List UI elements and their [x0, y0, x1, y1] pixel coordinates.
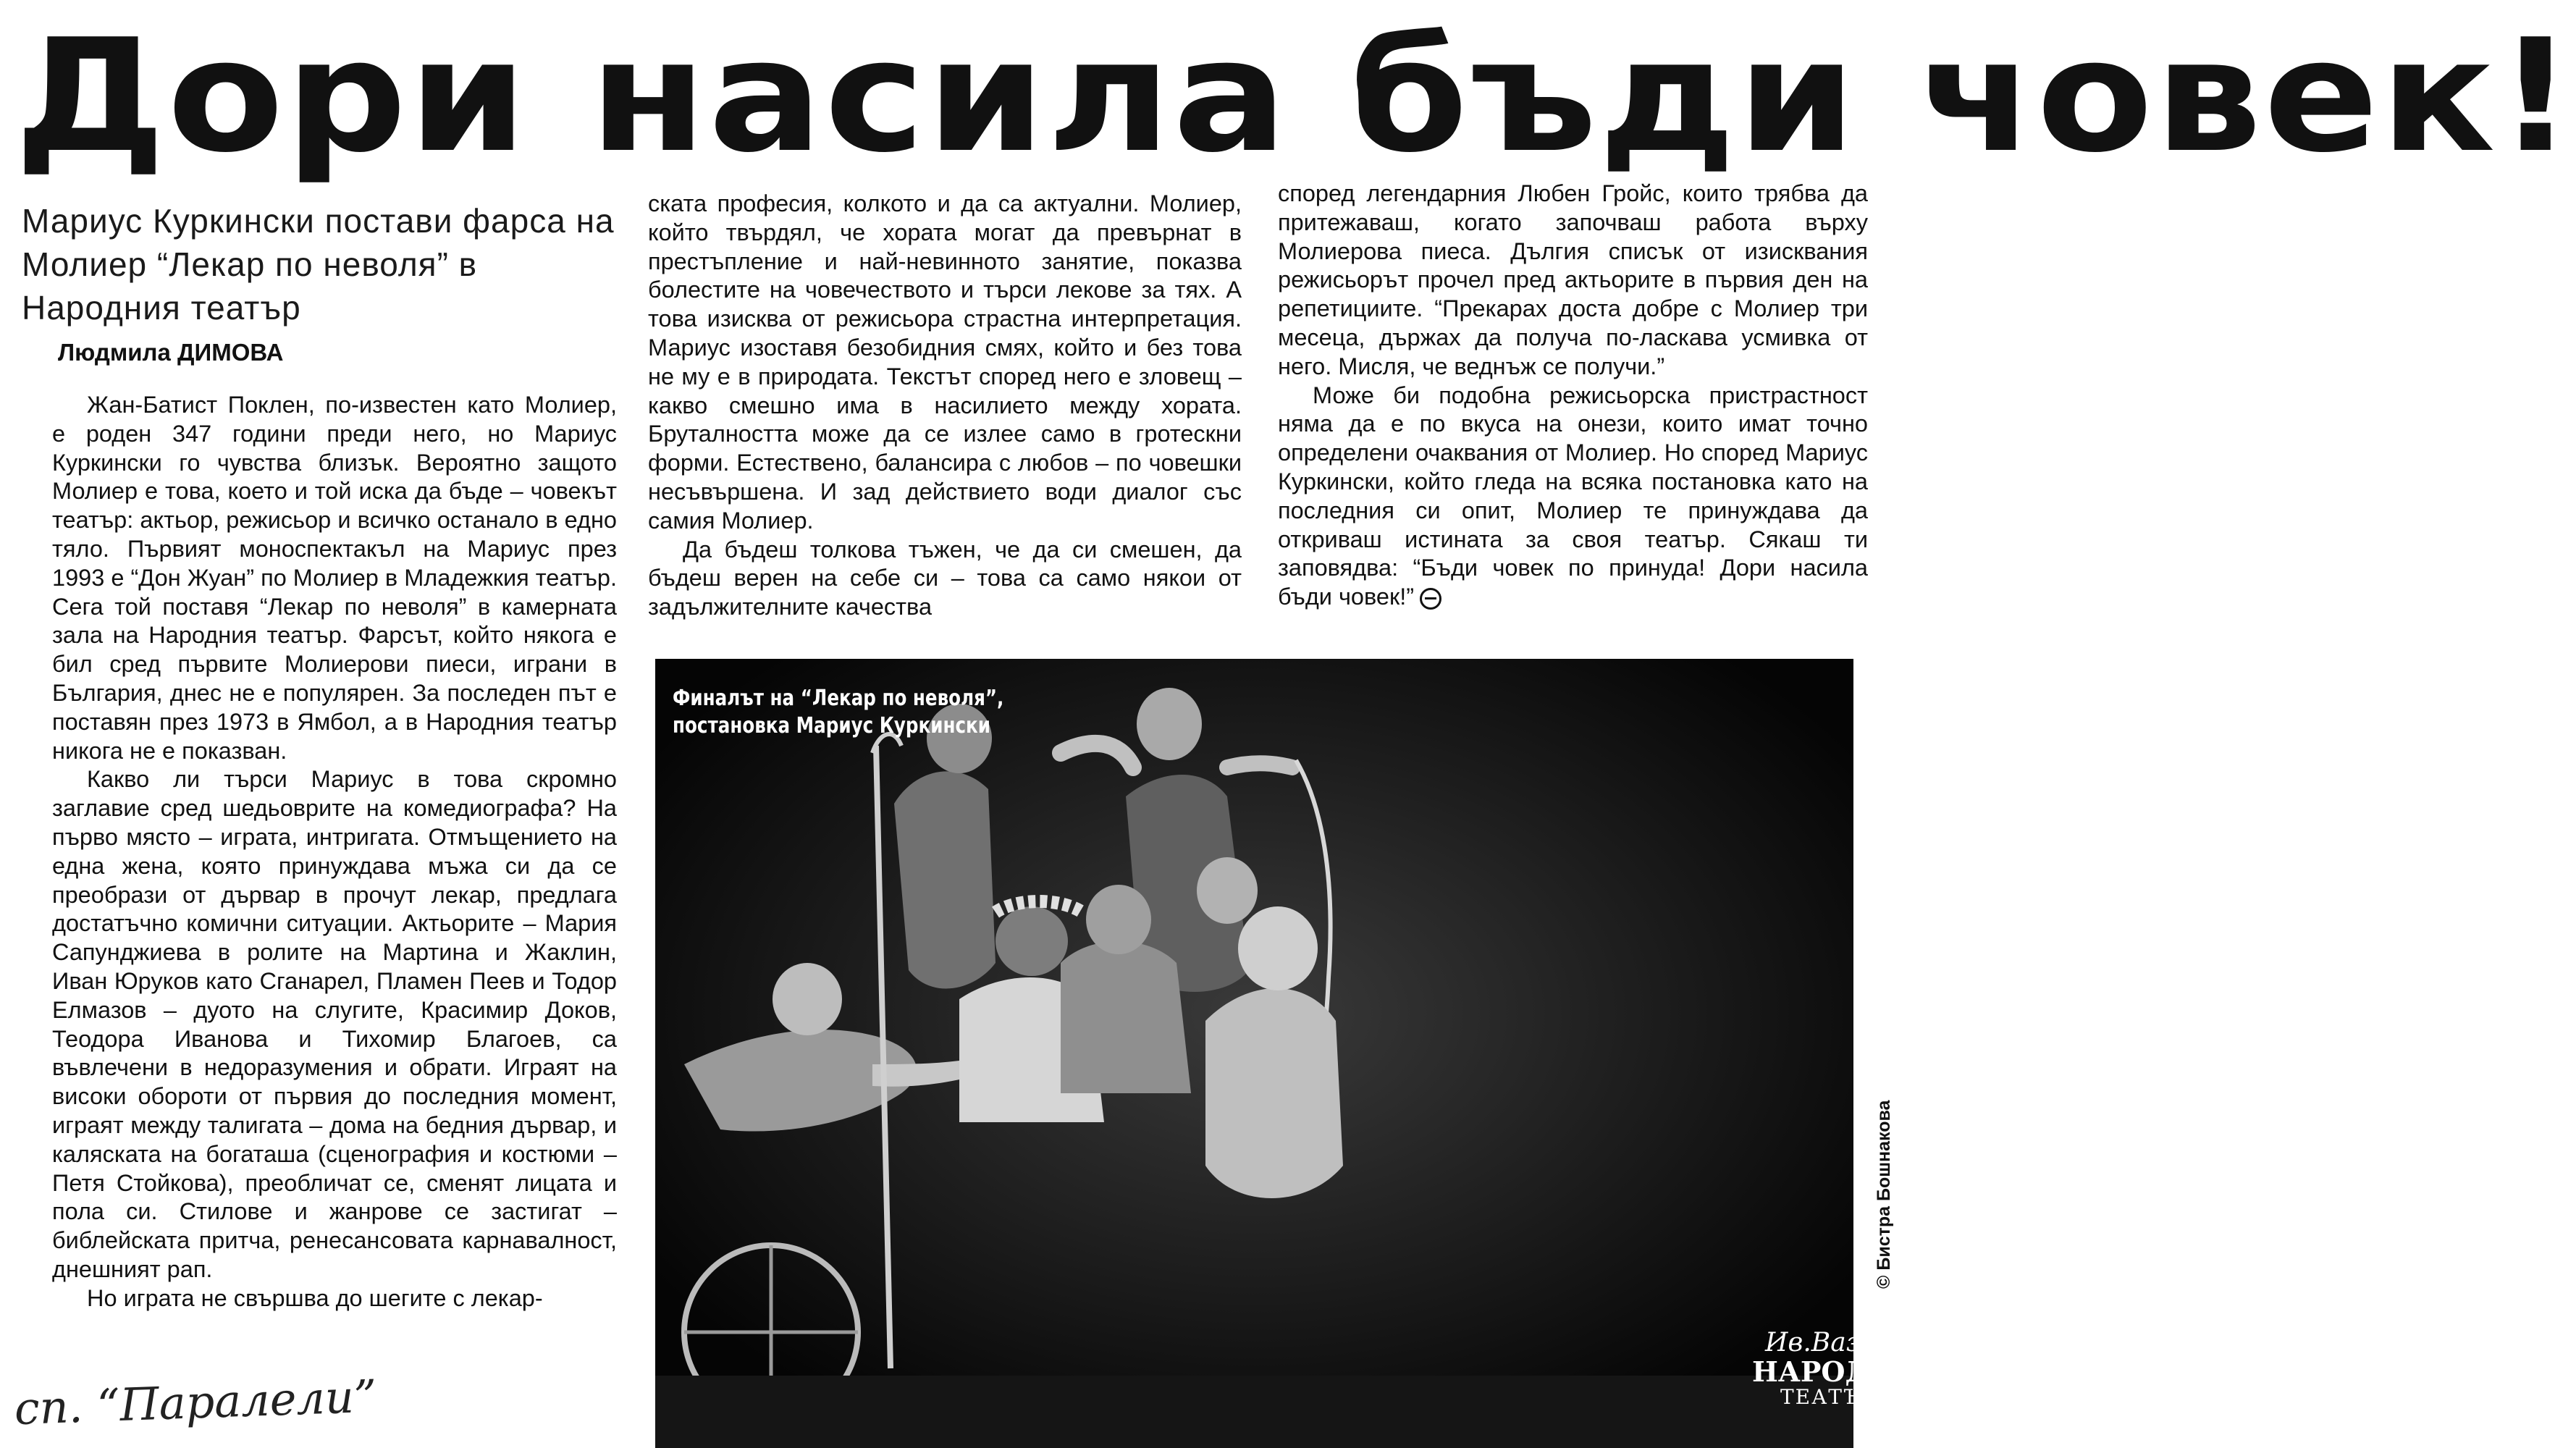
paragraph: Какво ли търси Мариус в това скромно заглавие сред шедьоврите на комедиографа? На първо място – играта, интригата. Отмъщението на една жена, която принуждава мъжа си да се преобрази от дървар в прочут лекар, предлага достатъчно комични ситуации. Актьорите – Мария Сапунджиева в ролите на Мартина и Жаклин, Иван Юруков като Сганарел, Пламен Пеев и Тодор Елмазов – дуото на слугите, Красимир Доков, Теодора Иванова и Тихомир Благоев, са въвлечени в недоразумения и обрати. Играят на високи обороти от първия до последния момент, играят между талигата – дома на бедния дървар, и каляската на богаташа (сценография и костюми – Петя Стойкова), преобличат се, сменят лицата и пола си. Стилове и жанрове се застигат – библейската притча, ренесансовата карнавалност, днешният рап.: [52, 766, 617, 1282]
theatre-logo: [1752, 1328, 1917, 1437]
paragraph: ската професия, колкото и да са актуални. Молиер, който твърдял, че хората могат да превърнат в престъпление и най-невинното занятие, показва болестите на човечеството и търси лекове за тях. А това изисква от режисьора страстна интерпретация. Мариус изоставя безобидния смях, който и без това не му е в природата. Текстът според него е зловещ – какво смешно има в насилието между хората. Бруталността може да се излее само в гротескни форми. Естествено, балансира с любов – по човешки несъвършена. И зад действието води диалог със самия Молиер.: [648, 190, 1242, 534]
paragraph: [1278, 382, 1868, 612]
article-subtitle: Мариус Куркински постави фарса на Молиер “Лекар по неволя” в Народния театър: [22, 202, 615, 327]
caption-line: постановка Мариус Куркински: [673, 713, 990, 738]
article-column-1: [52, 391, 617, 1441]
article-column-2: [648, 190, 1242, 622]
author-byline: Людмила ДИМОВА: [58, 339, 284, 366]
stage-photo: [655, 659, 1853, 1448]
photo-caption: [673, 685, 1003, 740]
paragraph: Да бъдеш толкова тъжен, че да си смешен, да бъдеш верен на себе си – това са само някои от задължителните качества: [648, 536, 1242, 620]
article-column-3: [1278, 180, 1868, 612]
paragraph: според легендарния Любен Гройс, които трябва да притежаваш, когато започваш работа върху Молиерова пиеса. Дългия списък от изисквания режисьорът прочел пред актьорите в първия ден на репетициите. “Прекарах доста добре с Молиер три месеца, държах да получа по-ласкава усмивка от него. Мисля, че веднъж се получи.”: [1278, 180, 1868, 379]
caption-line: Финалът на “Лекар по неволя”,: [673, 686, 1004, 711]
stage-scene-image: [655, 659, 1853, 1448]
article-headline: Дори насила бъди човек!: [14, 5, 2576, 187]
photo-credit-text: © Бистра Бошнакова: [1874, 1100, 1894, 1289]
logo-line: ТЕАТЪР: [1780, 1385, 1877, 1409]
end-of-article-icon: [1420, 588, 1441, 610]
paragraph: Жан-Батист Поклен, по-известен като Молиер, е роден 347 години преди него, но Мариус Куркински го чувства близък. Вероятно защото Молиер е това, което и той иска да бъде – човекът театър: актьор, режисьор и всичко останало в едно тяло. Първият моноспектакъл на Мариус през 1993 е “Дон Жуан” по Молиер в Младежкия театър. Сега той поставя “Лекар по неволя” в камерната зала на Народния театър. Фарсът, който някога е бил сред първите Молиерови пиеси, играни в България, днес не е популярен. За последен път е поставян през 1973 в Ямбол, а в Народния театър никога не е показван.: [52, 392, 617, 764]
logo-signature: Ив.Вазов: [1765, 1328, 1891, 1358]
handwritten-source-note: сп. “Паралели”: [13, 1369, 378, 1436]
photo-credit: [1874, 1100, 2040, 1289]
paragraph: Но играта не свършва до шегите с лекар-: [87, 1284, 543, 1311]
paragraph-text: Може би подобна режисьорска пристрастност няма да е по вкуса на онези, които имат точно определени очаквания от Молиер. Но според Мариус Куркински, който гледа на всяка постановка като на последния си опит, Молиер те принуждава да откриваш истината за своя театър. Сякаш ти заповядва: “Бъди човек по принуда! Дори насила бъди човек!”: [1278, 382, 1868, 610]
logo-line: НАРОДЕН: [1752, 1355, 1917, 1388]
